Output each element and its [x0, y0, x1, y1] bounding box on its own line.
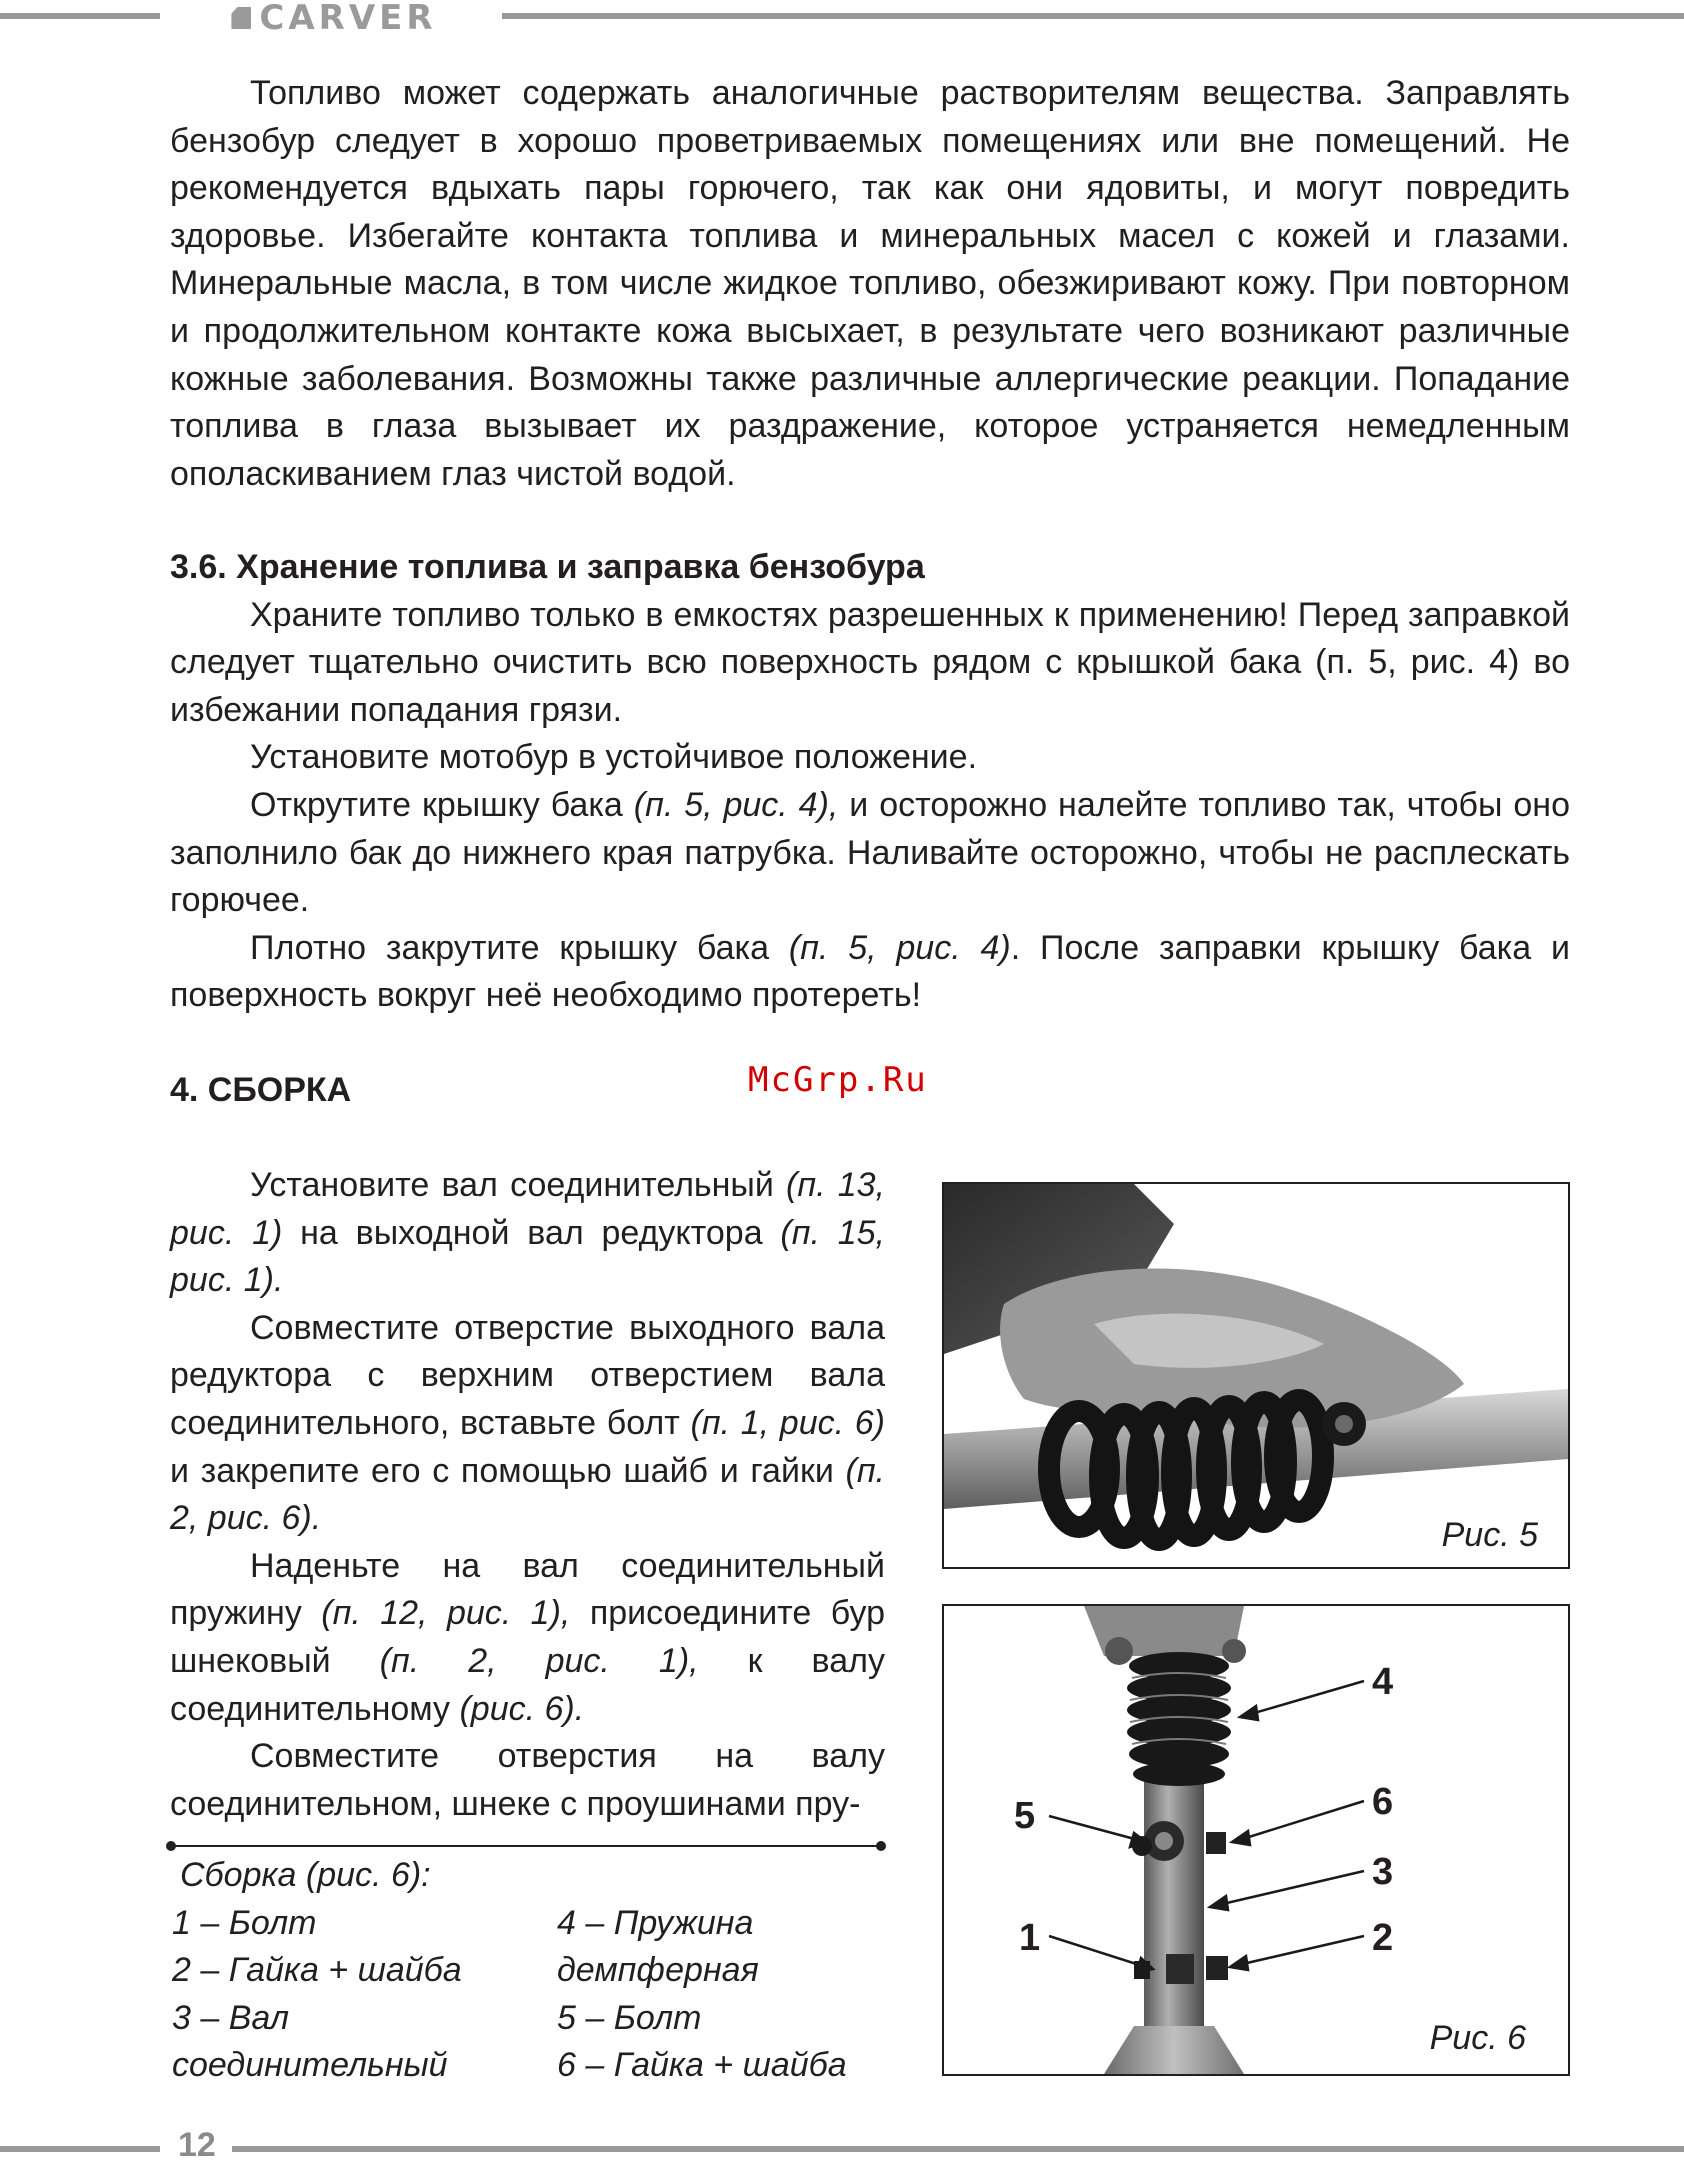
footer-bar — [0, 2142, 1684, 2156]
figure-5 — [942, 1182, 1570, 1569]
section-4-paragraph-3 — [170, 1543, 885, 1733]
brand-mark-icon — [231, 7, 251, 29]
legend-title: Сборка (рис. 6): — [180, 1856, 431, 1894]
text-span: и осторожно налейте топливо так, чтобы оно заполнило бак до нижнего края патрубка. Наливайте осторожно, чтобы не расплескать горючее. — [170, 785, 1570, 920]
section-3-6-paragraph-4 — [170, 925, 1570, 1020]
text-span: на выходной вал редуктора — [282, 1213, 781, 1252]
reference-span: (п. 1, рис. 6) — [690, 1403, 885, 1442]
brand-logo — [166, 0, 502, 38]
section-3-6-heading: 3.6. Хранение топлива и заправка бензобура — [170, 548, 925, 586]
footer-rule-right — [232, 2146, 1684, 2152]
text-span: к валу соединительному — [170, 1641, 885, 1728]
footer-rule-left — [0, 2146, 160, 2152]
text-span: Установите вал соединительный — [250, 1166, 787, 1204]
header-rule-right — [500, 13, 1684, 19]
reference-span: (рис. 6). — [459, 1689, 585, 1728]
reference-span: (п. 2, рис. 1), — [379, 1641, 699, 1680]
text-span: присоедините бур шнековый — [170, 1594, 885, 1680]
figure-6-label-2: 2 — [1372, 1917, 1394, 1959]
legend-column-1 — [172, 1900, 557, 2090]
text-span: Наденьте на вал соединительный пружину — [170, 1546, 885, 1633]
section-3-6-paragraph-3 — [170, 782, 1570, 925]
legend-item: 1 – Болт — [172, 1903, 317, 1942]
figure-5-photo — [944, 1184, 1568, 1567]
header-bar — [0, 0, 1684, 38]
text-span: Открутите крышку бака — [250, 785, 634, 824]
watermark: McGrp.Ru — [748, 1060, 928, 1100]
reference-span: (п. 15, рис. 1). — [170, 1213, 885, 1300]
section-3-6-paragraph-1: Храните топливо только в емкостях разрешенных к применению! Перед заправкой следует тщательно очистить всю поверхность рядом с крышкой бака (п. 5, рис. 4) во избежании попадания грязи. — [170, 595, 1570, 729]
legend-item: соединительный — [172, 2046, 448, 2085]
figure-6 — [942, 1604, 1570, 2076]
legend-item: 6 – Гайка + шайба — [557, 2046, 847, 2085]
intro-block — [170, 70, 1570, 498]
section-3-6 — [170, 544, 1570, 1020]
reference-span: (п. 13, рис. 1) — [170, 1166, 885, 1252]
reference-span: (п. 2, рис. 6). — [170, 1451, 885, 1538]
section-4-heading: 4. СБОРКА — [170, 1071, 352, 1109]
header-rule-left — [0, 13, 160, 19]
reference-span: (п. 12, рис. 1), — [321, 1594, 571, 1633]
text-span: Плотно закрутите крышку бака — [250, 928, 789, 967]
page-number: 12 — [170, 2126, 224, 2165]
legend-divider — [170, 1845, 882, 1847]
figure-6-caption: Рис. 6 — [1429, 2019, 1526, 2057]
legend-item: 5 – Болт — [557, 1998, 702, 2037]
text-span: . После заправки крышку бака и поверхность вокруг неё необходимо протереть! — [170, 928, 1570, 1015]
legend-item: демпферная — [557, 1951, 759, 1990]
section-4-paragraph-4: Совместите отверстия на валу соединительном, шнеке с проушинами пру- — [170, 1737, 885, 1823]
text-span: Совместите отверстие выходного вала редуктора с верхним отверстием вала соединительного, вставьте болт — [170, 1308, 885, 1442]
legend-item: 3 – Вал — [172, 1998, 290, 2037]
section-4-paragraph-2 — [170, 1305, 885, 1543]
section-4-paragraph-1 — [170, 1162, 885, 1305]
figure-6-label-3: 3 — [1372, 1851, 1394, 1893]
section-3-6-paragraph-2: Установите мотобур в устойчивое положение. — [250, 738, 978, 777]
legend-item: 4 – Пружина — [557, 1903, 754, 1942]
figure-6-label-5: 5 — [1014, 1795, 1036, 1837]
legend-item: 2 – Гайка + шайба — [172, 1951, 462, 1990]
text-span: и закрепите его с помощью шайб и гайки — [170, 1451, 846, 1490]
assembly-legend — [172, 1852, 892, 2090]
brand-name: CARVER — [259, 0, 437, 38]
figure-6-photo — [944, 1606, 1568, 2074]
reference-span: (п. 5, рис. 4) — [788, 928, 1011, 967]
intro-paragraph: Топливо может содержать аналогичные растворителям вещества. Заправлять бензобур следует в хорошо проветриваемых помещениях или вне помещений. Не рекомендуется вдыхать пары горючего, так как они ядовиты, и могут повредить здоровье. Избегайте контакта топлива и минеральных масел с кожей и глазами. Минеральные масла, в том числе жидкое топливо, обезжиривают кожу. При повторном и продолжительном контакте кожа высыхает, в результате чего возникают различные кожные заболевания. Возможны также различные аллергические реакции. Попадание топлива в глаза вызывает их раздражение, которое устраняется немедленным ополаскиванием глаз чистой водой. — [170, 74, 1570, 493]
figure-6-label-6: 6 — [1372, 1781, 1394, 1823]
figure-5-caption: Рис. 5 — [1441, 1516, 1538, 1554]
figure-6-label-4: 4 — [1372, 1661, 1394, 1703]
figure-6-label-1: 1 — [1019, 1917, 1041, 1959]
reference-span: (п. 5, рис. 4), — [633, 785, 839, 824]
legend-column-2 — [557, 1900, 892, 2090]
section-4-body — [170, 1162, 885, 1828]
